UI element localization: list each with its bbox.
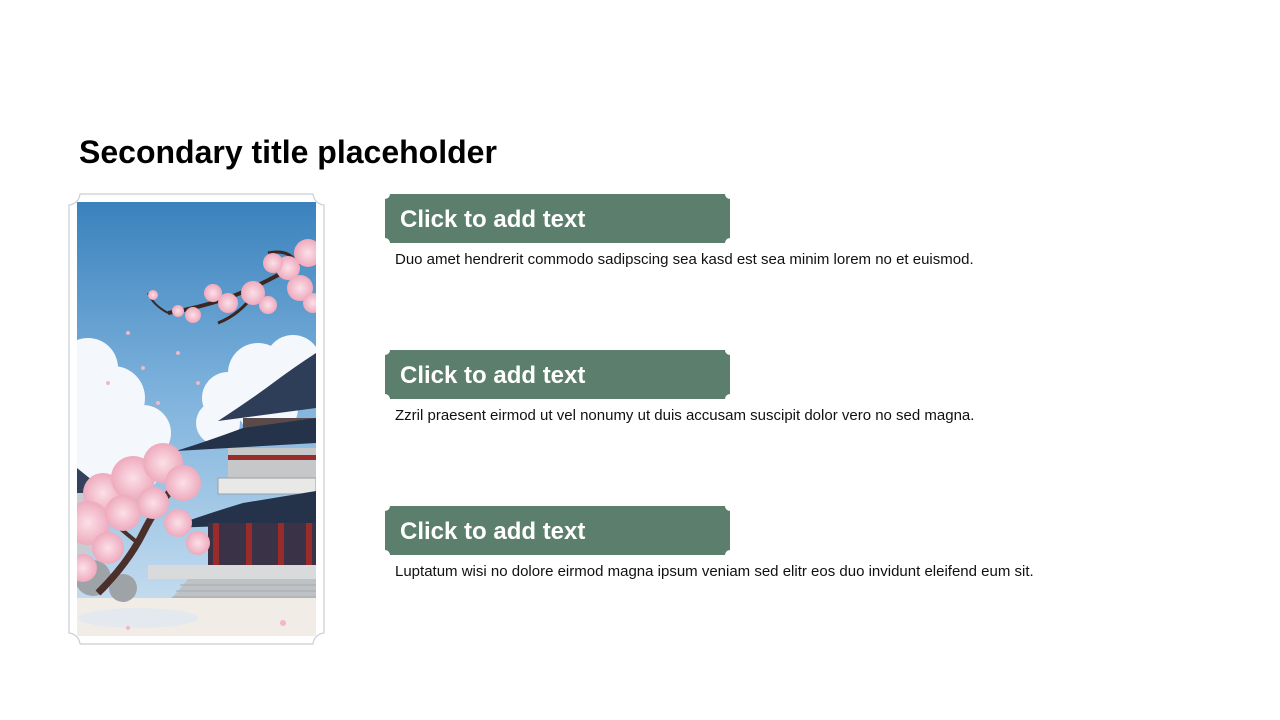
item-description[interactable]: Duo amet hendrerit commodo sadipscing sea kasd est sea minim lorem no et euismod. [395, 251, 974, 268]
content-item [385, 194, 1245, 269]
content-item [385, 350, 1245, 425]
photo-frame[interactable] [68, 193, 325, 645]
item-heading: Click to add text [400, 518, 586, 545]
item-heading-banner[interactable] [385, 506, 730, 555]
item-heading-banner[interactable] [385, 194, 730, 243]
item-heading: Click to add text [400, 362, 586, 389]
item-description[interactable]: Zzril praesent eirmod ut vel nonumy ut duis accusam suscipit dolor vero no sed magna. [395, 407, 975, 424]
pagoda-cherry-blossom-illustration [68, 193, 325, 645]
content-item [385, 506, 1245, 581]
slide-title[interactable]: Secondary title placeholder [79, 134, 497, 170]
item-description[interactable]: Luptatum wisi no dolore eirmod magna ipsum veniam sed elitr eos duo invidunt eleifend eum sit. [395, 563, 1034, 580]
item-heading: Click to add text [400, 206, 586, 233]
item-heading-banner[interactable] [385, 350, 730, 399]
